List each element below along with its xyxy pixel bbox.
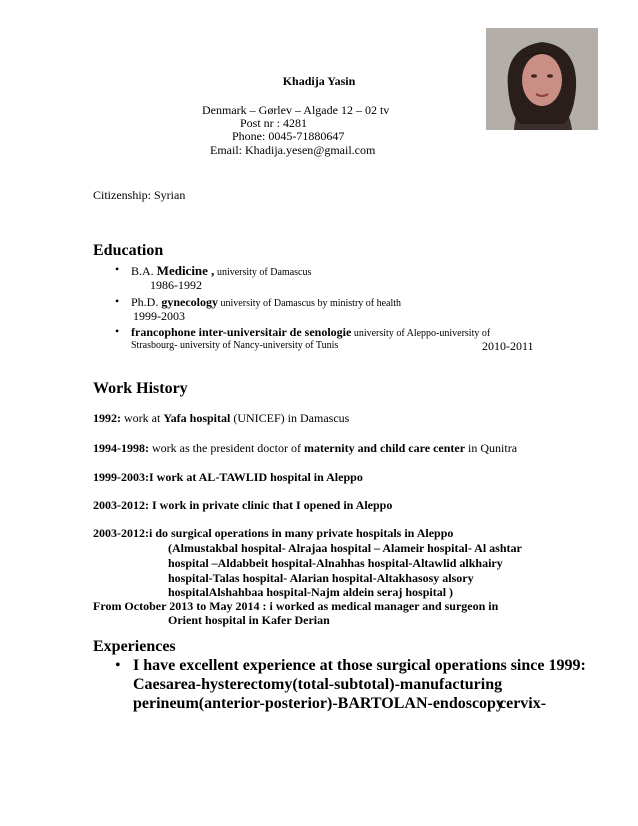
education-item: [131, 325, 490, 340]
education-degree: B.A.: [131, 264, 157, 278]
email-line: Email: Khadija.yesen@gmail.com: [210, 143, 376, 157]
education-institution: university of Damascus: [214, 267, 312, 278]
surgical-line: (Almustakbal hospital- Alrajaa hospital – Alameir hospital- Al ashtar: [168, 541, 522, 555]
experience-line: Caesarea-hysterectomy(total-subtotal)-manufacturing: [133, 676, 503, 693]
experience-line: I have excellent experience at those surgical operations since 1999:: [133, 657, 586, 674]
experiences-heading: Experiences: [93, 638, 176, 655]
education-years: 2010-2011: [482, 339, 534, 353]
work-entry-years: 1992:: [93, 411, 121, 425]
bullet-icon: •: [115, 294, 120, 308]
bullet-icon: •: [115, 324, 120, 338]
education-field: gynecology: [161, 295, 219, 309]
work-entry-place: maternity and child care center: [303, 441, 466, 455]
education-institution: university of Aleppo-university of: [351, 328, 491, 339]
work-entry-text: work at: [121, 411, 164, 425]
work-entry: [93, 411, 349, 426]
education-item: [131, 295, 401, 310]
education-years: 1986-1992: [150, 278, 202, 292]
work-entry-place: Yafa hospital: [163, 411, 231, 425]
citizenship-line: Citizenship: Syrian: [93, 188, 186, 202]
work-entry: [93, 441, 517, 456]
education-institution-cont: Strasbourg- university of Nancy-university of Tunis: [131, 340, 339, 351]
work-entry-text: (UNICEF) in Damascus: [230, 411, 350, 425]
education-field: Medicine ,: [156, 263, 215, 278]
candidate-name: Khadija Yasin: [282, 74, 356, 88]
work-entry: 1999-2003:I work at AL-TAWLID hospital in Aleppo: [93, 470, 363, 484]
education-field: francophone inter-universitair de senologie: [131, 325, 352, 339]
bullet-icon: •: [115, 262, 120, 276]
experience-line: cervix-: [499, 695, 547, 712]
bullet-icon: •: [115, 657, 121, 674]
work-entry-years: 1994-1998:: [93, 441, 149, 455]
work-history-heading: Work History: [93, 380, 188, 397]
address-line: Denmark – Gørlev – Algade 12 – 02 tv: [202, 103, 390, 117]
education-heading: Education: [93, 242, 164, 259]
experience-line: perineum(anterior-posterior)-BARTOLAN-endoscopy: [133, 695, 504, 712]
from-line: Orient hospital in Kafer Derian: [168, 613, 330, 627]
from-line: From October 2013 to May 2014 : i worked as medical manager and surgeon in: [93, 599, 499, 613]
work-entry: 2003-2012: I work in private clinic that I opened in Aleppo: [93, 498, 393, 512]
education-degree: Ph.D.: [131, 295, 162, 309]
surgical-line: hospitalAlshahbaa hospital-Najm aldein seraj hospital ): [168, 585, 454, 599]
post-number: Post nr : 4281: [240, 116, 308, 130]
education-institution: university of Damascus by ministry of health: [218, 298, 402, 309]
surgical-line: hospital –Aldabbeit hospital-Alnahhas hospital-Altawlid alkhairy: [168, 556, 503, 570]
surgical-line: 2003-2012:i do surgical operations in many private hospitals in Aleppo: [93, 526, 454, 540]
education-item: [131, 263, 311, 279]
education-years: 1999-2003: [133, 309, 185, 323]
surgical-line: hospital-Talas hospital- Alarian hospital-Altakhasosy alsory: [168, 571, 474, 585]
work-entry-text: in Qunitra: [465, 441, 518, 455]
work-entry-text: work as the president doctor of: [149, 441, 304, 455]
phone-line: Phone: 0045-71880647: [232, 129, 345, 143]
